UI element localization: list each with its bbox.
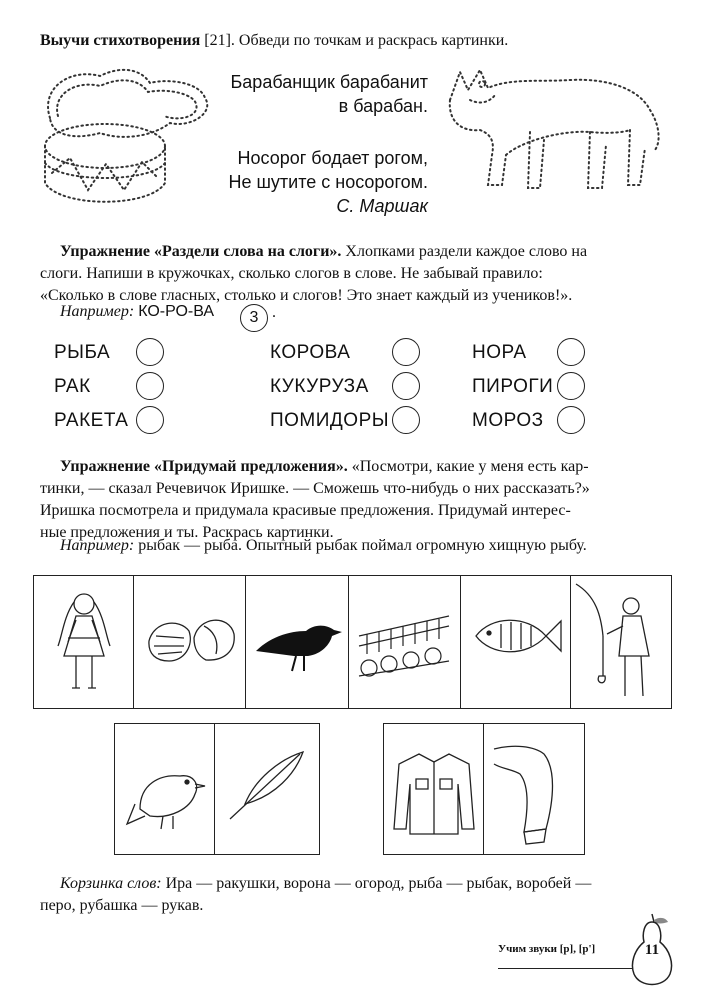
basket-line1: Ира — ракушки, ворона — огород, рыба — рыбак, воробей — [165, 875, 592, 892]
syllable-circle-pomidory[interactable] [392, 406, 420, 434]
task3-instruction [40, 456, 672, 544]
page-number: 11 [644, 942, 660, 958]
task1-title: Выучи стихотворения [40, 32, 201, 49]
picture-sleeve[interactable] [483, 723, 585, 855]
task2-example-label: Например: [60, 303, 135, 320]
task2-example-word: КО-РО-ВА [138, 303, 215, 320]
sleeve-icon [484, 724, 584, 854]
picture-fish[interactable] [460, 575, 572, 709]
feather-icon [215, 724, 319, 854]
example-period: . [272, 304, 276, 321]
picture-feather[interactable] [214, 723, 320, 855]
word-basket [40, 873, 672, 917]
basket-line2: перо, рубашка — рукав. [40, 897, 204, 914]
syllable-circle-ryba[interactable] [136, 338, 164, 366]
picture-fisherman[interactable] [570, 575, 672, 709]
picture-shells[interactable] [133, 575, 247, 709]
poem-rhino [190, 146, 428, 218]
syllable-circle-rak[interactable] [136, 372, 164, 400]
fisherman-icon [571, 576, 671, 708]
task1-ref: [21]. [204, 32, 235, 49]
task1-text: Обведи по точкам и раскрась картинки. [238, 32, 509, 49]
picture-shirt[interactable] [383, 723, 485, 855]
footer-section-title: Учим звуки [р], [р'] [498, 943, 596, 955]
word-rak: РАК [54, 376, 91, 397]
task3-line4: ные предложения и ты. Раскрась картинки. [40, 524, 334, 541]
footer-divider [498, 968, 633, 969]
syllable-circle-raketa[interactable] [136, 406, 164, 434]
task2-instruction [40, 241, 672, 307]
word-pirogi: ПИРОГИ [472, 376, 554, 397]
poem2-line2: Не шутите с носорогом. [228, 172, 428, 192]
poem-author: С. Маршак [336, 196, 428, 216]
crow-icon [246, 576, 349, 708]
seashell-icon [134, 576, 246, 708]
syllable-circle-nora[interactable] [557, 338, 585, 366]
task3-line1: «Посмотри, какие у меня есть кар- [351, 458, 589, 475]
example-syllable-count: 3 [249, 309, 259, 326]
poem-drummer [190, 70, 428, 118]
word-kukuruza: КУКУРУЗА [270, 376, 369, 397]
picture-garden[interactable] [348, 575, 462, 709]
task3-example [60, 537, 587, 555]
sparrow-icon [115, 724, 215, 854]
word-pomidory: ПОМИДОРЫ [270, 410, 390, 431]
fish-icon [461, 576, 571, 708]
task3-example-text: рыбак — рыба. Опытный рыбак поймал огромную хищную рыбу. [138, 537, 587, 554]
task3-line3: Иришка посмотрела и придумала красивые предложения. Придумай интерес- [40, 502, 571, 519]
word-ryba: РЫБА [54, 342, 111, 363]
picture-sparrow[interactable] [114, 723, 216, 855]
syllable-circle-moroz[interactable] [557, 406, 585, 434]
garden-icon [349, 576, 461, 708]
task3-example-label: Например: [60, 537, 135, 554]
task2-line1: Хлопками раздели каждое слово на [345, 243, 588, 260]
word-nora: НОРА [472, 342, 527, 363]
girl-icon [34, 576, 134, 708]
basket-label: Корзинка слов: [60, 875, 162, 892]
poem2-line1: Носорог бодает рогом, [237, 148, 428, 168]
task3-line2: тинки, — сказал Речевичок Иришке. — Сможешь что-нибудь о них рассказать?» [40, 480, 590, 497]
picture-crow[interactable] [245, 575, 350, 709]
rhino-dotted-illustration [440, 60, 670, 200]
task2-title: Упражнение «Раздели слова на слоги». [60, 243, 342, 260]
task2-line3: «Сколько в слове гласных, столько и слогов! Это знает каждый из учеников!». [40, 287, 573, 304]
syllable-circle-korova[interactable] [392, 338, 420, 366]
example-syllable-circle [240, 304, 268, 332]
word-raketa: РАКЕТА [54, 410, 129, 431]
syllable-circle-kukuruza[interactable] [392, 372, 420, 400]
task2-line2: слоги. Напиши в кружочках, сколько слогов в слове. Не забывай правило: [40, 265, 543, 282]
task1-instruction [40, 30, 680, 52]
task2-example [60, 303, 214, 321]
syllable-circle-pirogi[interactable] [557, 372, 585, 400]
word-korova: КОРОВА [270, 342, 351, 363]
task3-title: Упражнение «Придумай предложения». [60, 458, 348, 475]
shirt-icon [384, 724, 484, 854]
picture-girl[interactable] [33, 575, 135, 709]
poem1-line1: Барабанщик барабанит [230, 72, 428, 92]
word-moroz: МОРОЗ [472, 410, 544, 431]
poem1-line2: в барабан. [338, 96, 428, 116]
